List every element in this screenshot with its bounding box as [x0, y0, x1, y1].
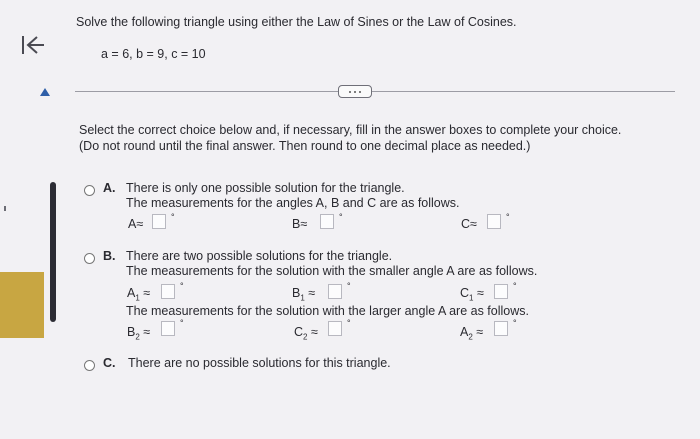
angle-a2-input[interactable] — [494, 321, 508, 336]
angle-c-label: C≈ — [461, 217, 477, 231]
degree-symbol: ° — [347, 318, 351, 328]
angle-a-label: A≈ — [128, 217, 144, 231]
angle-c2-input[interactable] — [328, 321, 342, 336]
section-divider — [75, 91, 675, 92]
choice-c-radio[interactable] — [84, 360, 95, 371]
left-edge-strip — [0, 272, 44, 338]
angle-b2-input[interactable] — [161, 321, 175, 336]
expand-more-button[interactable] — [338, 85, 372, 98]
degree-symbol: ° — [339, 212, 343, 222]
choice-b-text: There are two possible solutions for the triangle. — [126, 249, 393, 263]
angle-b-label: B≈ — [292, 217, 308, 231]
choice-a-text: There is only one possible solution for the triangle. — [126, 181, 405, 195]
angle-a1-input[interactable] — [161, 284, 175, 299]
left-edge-mark — [4, 206, 6, 211]
degree-symbol: ° — [513, 318, 517, 328]
degree-symbol: ° — [180, 318, 184, 328]
given-values: a = 6, b = 9, c = 10 — [101, 47, 206, 61]
instructions-line-1: Select the correct choice below and, if necessary, fill in the answer boxes to complete your choice. — [79, 123, 622, 137]
angle-b1-label: $B_1$ ≈ — [292, 286, 316, 303]
degree-symbol: ° — [347, 281, 351, 291]
choice-b-radio[interactable] — [84, 253, 95, 264]
choice-b-subtext-1: The measurements for the solution with the smaller angle A are as follows. — [126, 264, 538, 278]
scroll-indicator[interactable] — [50, 182, 56, 322]
dot-icon — [359, 91, 361, 93]
choice-b-letter: B. — [103, 249, 116, 263]
back-to-start-icon[interactable] — [20, 33, 46, 57]
angle-a-input[interactable] — [152, 214, 166, 229]
angle-c1-label: $C_1$ ≈ — [460, 286, 484, 303]
instructions-line-2: (Do not round until the final answer. Then round to one decimal place as needed.) — [79, 139, 531, 153]
angle-b1-input[interactable] — [328, 284, 342, 299]
degree-symbol: ° — [506, 212, 510, 222]
choice-a-letter: A. — [103, 181, 116, 195]
angle-a1-label: $A_1$ ≈ — [127, 286, 151, 303]
choice-c-letter: C. — [103, 356, 116, 370]
angle-a2-label: $A_2$ ≈ — [460, 325, 484, 342]
choice-b-subtext-2: The measurements for the solution with the larger angle A are as follows. — [126, 304, 529, 318]
angle-c2-label: $C_2$ ≈ — [294, 325, 318, 342]
degree-symbol: ° — [180, 281, 184, 291]
degree-symbol: ° — [171, 212, 175, 222]
angle-b-input[interactable] — [320, 214, 334, 229]
dot-icon — [354, 91, 356, 93]
angle-c1-input[interactable] — [494, 284, 508, 299]
degree-symbol: ° — [513, 281, 517, 291]
choice-c-text: There are no possible solutions for this triangle. — [128, 356, 391, 370]
triangle-up-icon[interactable] — [40, 88, 50, 96]
choice-a-subtext: The measurements for the angles A, B and C are as follows. — [126, 196, 460, 210]
angle-c-input[interactable] — [487, 214, 501, 229]
choice-a-radio[interactable] — [84, 185, 95, 196]
dot-icon — [349, 91, 351, 93]
angle-b2-label: $B_2$ ≈ — [127, 325, 151, 342]
instructions — [79, 122, 621, 154]
problem-statement: Solve the following triangle using either the Law of Sines or the Law of Cosines. — [76, 15, 517, 29]
